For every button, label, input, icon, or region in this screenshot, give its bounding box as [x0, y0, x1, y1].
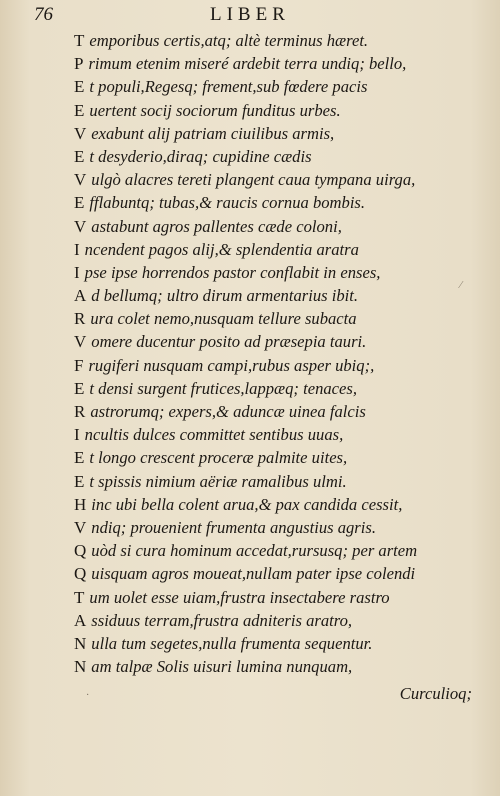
verse-initial: I — [74, 425, 80, 445]
verse-text: inc ubi bella colent arua,& pax candida cessit, — [91, 494, 403, 514]
verse-initial: I — [74, 262, 80, 282]
verse-initial: E — [74, 378, 85, 398]
verse-text: ndiq; prouenient frumenta angustius agris. — [91, 517, 376, 537]
verse-initial: V — [74, 170, 87, 190]
verse-line — [74, 562, 474, 585]
page-blemish: ⁄ — [460, 280, 462, 291]
verse-text: uertent socij sociorum funditus urbes. — [89, 100, 341, 120]
verse-initial: A — [74, 286, 87, 306]
verse-initial: R — [74, 402, 86, 421]
verse-initial: I — [74, 239, 80, 259]
verse-initial: V — [74, 332, 87, 352]
verse-line — [74, 29, 474, 52]
verse-line — [74, 215, 474, 238]
verse-line — [74, 168, 474, 191]
verse-text: rimum etenim miseré ardebit terra undiq; bello, — [88, 54, 407, 74]
verse-line — [74, 330, 474, 353]
verse-line — [74, 261, 474, 284]
verse-text: astabunt agros pallentes cæde coloni, — [91, 216, 342, 236]
verse-line — [74, 539, 474, 562]
verse-line — [74, 493, 474, 516]
verse-text: rugiferi nusquam campi,rubus asper ubiq;, — [88, 355, 375, 375]
verse-text: am talpæ Solis uisuri lumina nunquam, — [91, 657, 353, 677]
verse-line — [74, 632, 474, 655]
verse-initial: H — [74, 494, 87, 514]
verse-text: t desyderio,diraq; cupidine cædis — [89, 146, 312, 166]
verse-text: pse ipse horrendos pastor conflabit in enses, — [84, 262, 381, 282]
verse-line — [74, 75, 474, 98]
verse-initial: N — [74, 633, 87, 653]
verse-text: ncendent pagos alij,& splendentia aratra — [84, 239, 359, 259]
verse-text: um uolet esse uiam,frustra insectabere rastro — [89, 587, 390, 607]
verse-initial: V — [74, 517, 87, 537]
verse-line — [74, 423, 474, 446]
verse-text: fflabuntq; tubas,& raucis cornua bombis. — [89, 193, 366, 213]
verse-text: ulgò alacres tereti plangent caua tympana uirga, — [91, 170, 416, 190]
verse-initial: N — [74, 657, 87, 677]
verse-line — [74, 191, 474, 214]
verse-line — [74, 122, 474, 145]
verse-initial: T — [74, 587, 85, 607]
verse-text: omere ducentur posito ad præsepia tauri. — [91, 332, 367, 352]
verse-text: t populi,Regesq; frement,sub fœdere pacis — [89, 77, 368, 97]
verse-text: uisquam agros moueat,nullam pater ipse colendi — [91, 564, 416, 584]
page-number: 76 — [34, 4, 53, 25]
verse-initial: E — [74, 146, 85, 166]
verse-line — [74, 284, 474, 307]
verse-initial: E — [74, 471, 85, 491]
verse-initial: E — [74, 448, 85, 468]
verse-text: astrorumq; expers,& aduncæ uinea falcis — [90, 402, 366, 421]
verse-line — [74, 307, 474, 330]
verse-text: ncultis dulces committet sentibus uuas, — [84, 425, 344, 445]
verse-initial: R — [74, 309, 86, 329]
verse-initial: A — [74, 610, 87, 630]
verse-text: emporibus certis,atq; altè terminus hæret. — [89, 31, 369, 50]
verse-line — [74, 52, 474, 75]
verse-text: t spissis nimium aëriæ ramalibus ulmi. — [89, 471, 347, 491]
verse-text: d bellumq; ultro dirum armentarius ibit. — [91, 286, 359, 306]
verse-text: uòd si cura hominum accedat,rursusq; per artem — [91, 541, 418, 561]
verse-line — [74, 470, 474, 493]
verse-initial: V — [74, 123, 87, 143]
verse-initial: P — [74, 54, 84, 74]
verse-text: exabunt alij patriam ciuilibus armis, — [91, 123, 335, 143]
verse-initial: E — [74, 193, 85, 213]
verse-initial: E — [74, 77, 85, 97]
verse-line — [74, 99, 474, 122]
running-head — [34, 4, 470, 26]
verse-block — [74, 29, 474, 678]
catchword: Curculioq; — [399, 684, 472, 703]
verse-line — [74, 354, 474, 377]
verse-initial: E — [74, 100, 85, 120]
verse-line — [74, 446, 474, 469]
verse-text: t longo crescent proceræ palmite uites, — [89, 448, 348, 468]
page-blemish: · — [86, 690, 90, 701]
verse-text: ura colet nemo,nusquam tellure subacta — [90, 309, 357, 329]
verse-text: t densi surgent frutices,lappæq; tenaces, — [89, 378, 358, 398]
verse-line — [74, 586, 474, 609]
verse-initial: Q — [74, 564, 87, 584]
verse-text: ulla tum segetes,nulla frumenta sequentur. — [91, 633, 373, 653]
verse-line — [74, 238, 474, 261]
running-title: LIBER — [210, 4, 290, 25]
verse-line — [74, 145, 474, 168]
verse-line — [74, 377, 474, 400]
verse-initial: V — [74, 216, 87, 236]
verse-line — [74, 655, 474, 678]
verse-text: ssiduus terram,frustra adniteris aratro, — [91, 610, 353, 630]
verse-initial: T — [74, 31, 85, 50]
verse-line — [74, 516, 474, 539]
verse-initial: F — [74, 355, 84, 375]
verse-initial: Q — [74, 541, 87, 561]
verse-line — [74, 400, 474, 423]
verse-line — [74, 609, 474, 632]
